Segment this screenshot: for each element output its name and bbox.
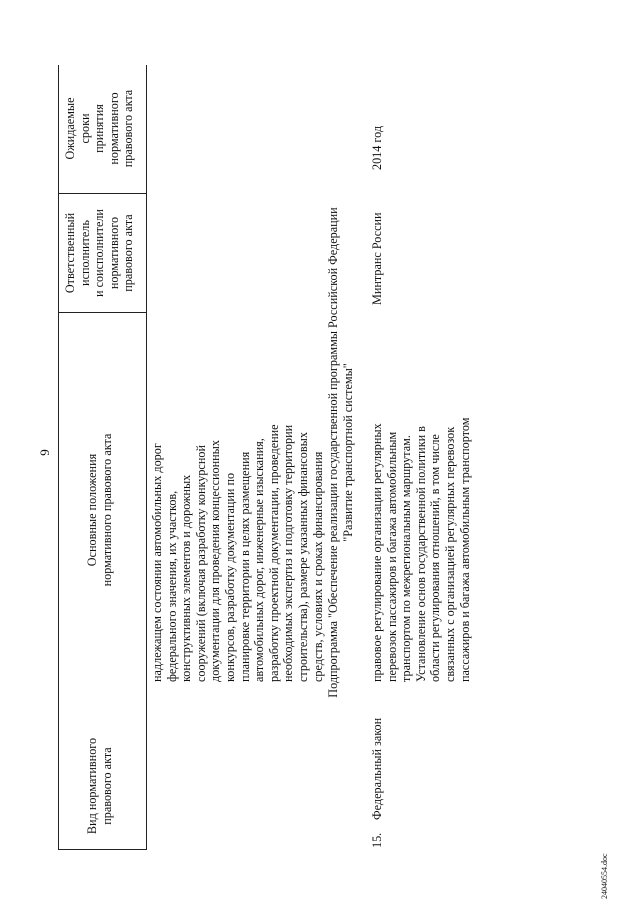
- header-deadline: Ожидаемые сроки принятия нормативного правового акта: [63, 89, 136, 168]
- row-provisions: правовое регулирование организации регулярных перевозок пассажиров и багажа автомобильным транспортом по межрегиональным маршрутам. Установление основ государственной политики в области регулирования отношений, в том числе связанных с организацией регулярных перевозок пассажиров и багажа автомобильным транспортом: [370, 417, 472, 682]
- footer-code: 24040554.doc: [600, 853, 609, 899]
- row-number: 15.: [370, 832, 384, 848]
- continuation-text: надлежащем состоянии автомобильных дорог федерального значения, их участков, конструктивных элементов и дорожных сооружений (включая разработку конкурсной документации для проведения концессионных конкурсов, разработку документации по планировке территории в целях размещения автомобильных дорог, инженерные изыскания, разработку проектной документации, проведение необходимых экспертиз и подготовку территории строительства), размере указанных финансовых средств, условиях и сроках финансирования: [150, 424, 325, 682]
- row-responsible: Минтранс России: [370, 212, 384, 305]
- page-number: 9: [37, 449, 52, 456]
- header-provisions: Основные положения нормативного правового акта: [85, 433, 114, 587]
- row-deadline: 2014 год: [370, 125, 384, 170]
- row-type: Федеральный закон: [370, 717, 384, 820]
- table-top-rule: [58, 65, 59, 850]
- header-type: Вид нормативного правового акта: [85, 737, 114, 835]
- header-left-rule: [58, 849, 146, 850]
- header-divider-2: [58, 193, 146, 194]
- subprogram-title: Подпрограмма "Обеспечение реализации государственной программы Российской Федерации "Развитие транспортной системы": [326, 207, 355, 698]
- header-responsible: Ответственный исполнитель и соисполнители нормативного правового акта: [63, 209, 136, 297]
- header-divider-1: [58, 312, 146, 313]
- header-bottom-rule: [146, 65, 147, 850]
